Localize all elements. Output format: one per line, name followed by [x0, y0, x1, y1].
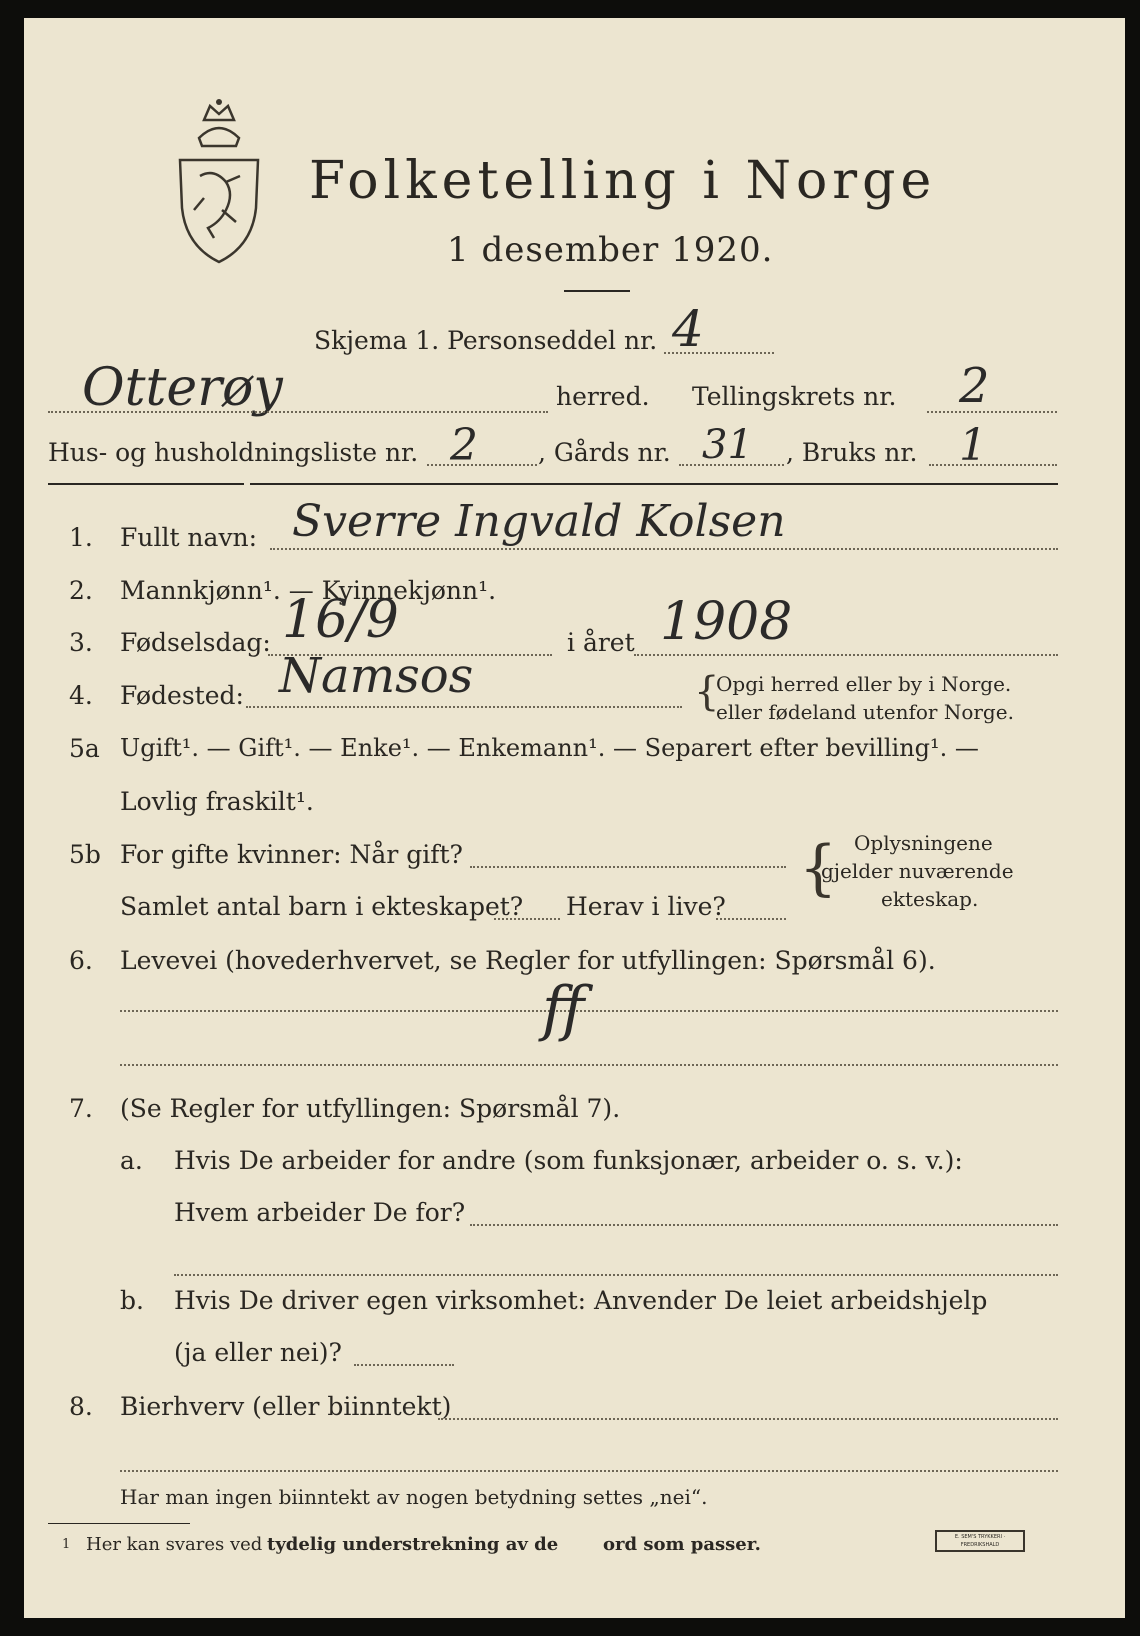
printer-stamp-text: E. SEM'S TRYKKERI · FREDRIKSHALD — [954, 1534, 1006, 1548]
herred-label: herred. — [556, 382, 650, 411]
footnote-mark: 1 — [62, 1537, 71, 1552]
q4-note-line2: eller fødeland utenfor Norge. — [716, 700, 1014, 724]
printer-stamp — [935, 1530, 1025, 1552]
q1-value[interactable]: Sverre Ingvald Kolsen — [292, 496, 786, 547]
q5b-line3 — [716, 918, 786, 920]
q7a-line-answer2 — [174, 1274, 1058, 1276]
q4-value[interactable]: Namsos — [279, 648, 474, 704]
title-divider — [564, 290, 630, 292]
q5b-label3: Herav i live? — [566, 892, 726, 921]
q1-line — [270, 548, 1058, 550]
q7a-line-answer1 — [470, 1224, 1058, 1226]
q7-number: 7. — [69, 1094, 93, 1123]
header-divider-left — [48, 483, 244, 485]
q1-number: 1. — [69, 523, 93, 552]
q5b-note2: gjelder nuværende — [821, 859, 1014, 883]
q3-label: Fødselsdag: — [120, 628, 271, 657]
herred-line — [48, 411, 548, 413]
footnote-text-c: ord som passer. — [603, 1534, 761, 1555]
q1-label: Fullt navn: — [120, 523, 258, 552]
q4-number: 4. — [69, 681, 93, 710]
bruks-label: , Bruks nr. — [786, 438, 918, 467]
q5b-note3: ekteskap. — [881, 887, 979, 911]
q6-label: Levevei (hovederhvervet, se Regler for utfyllingen: Spørsmål 6). — [120, 946, 936, 975]
skjema-value[interactable]: 4 — [672, 300, 704, 358]
q5b-note1: Oplysningene — [854, 831, 993, 855]
q5b-brace: { — [799, 833, 838, 903]
gards-label: , Gårds nr. — [538, 438, 671, 467]
form-title: Folketelling i Norge — [309, 151, 937, 211]
q5b-label1: For gifte kvinner: Når gift? — [120, 840, 463, 869]
q7b-letter: b. — [120, 1286, 144, 1315]
q5a-line1: Ugift¹. — Gift¹. — Enke¹. — Enkemann¹. — Separert efter bevilling¹. — — [120, 734, 979, 762]
q4-brace: { — [694, 669, 720, 715]
q7b-line-answer — [354, 1364, 454, 1366]
q7a-line1: Hvis De arbeider for andre (som funksjonær, arbeider o. s. v.): — [174, 1146, 963, 1175]
footnote-text-a: Her kan svares ved — [86, 1534, 263, 1555]
footnote-text-b: tydelig understrekning av de — [267, 1534, 559, 1555]
q8-note: Har man ingen biinntekt av nogen betydning settes „nei“. — [120, 1485, 708, 1509]
q5b-number: 5b — [69, 840, 101, 869]
q8-line1 — [438, 1418, 1058, 1420]
hus-label: Hus- og husholdningsliste nr. — [48, 438, 419, 467]
q7a-line2: Hvem arbeider De for? — [174, 1198, 466, 1227]
skjema-label: Skjema 1. Personseddel nr. — [314, 326, 658, 355]
header-divider-right — [250, 483, 1058, 485]
q3-number: 3. — [69, 628, 93, 657]
footnote-divider — [48, 1523, 190, 1524]
q6-value[interactable]: ff — [542, 974, 585, 1044]
q8-line2 — [120, 1470, 1058, 1472]
coat-of-arms-icon — [174, 98, 264, 268]
q7b-line1: Hvis De driver egen virksomhet: Anvender De leiet arbeidshjelp — [174, 1286, 988, 1315]
q5a-line2: Lovlig fraskilt¹. — [120, 787, 314, 816]
q4-line — [246, 706, 682, 708]
census-form-sheet — [24, 18, 1125, 1618]
herred-value[interactable]: Otterøy — [82, 358, 283, 418]
q4-note-line1: Opgi herred eller by i Norge. — [716, 672, 1012, 696]
form-date: 1 desember 1920. — [447, 230, 774, 270]
q4-label: Fødested: — [120, 681, 244, 710]
q7b-line2: (ja eller nei)? — [174, 1338, 342, 1367]
gards-value[interactable]: 31 — [702, 422, 753, 468]
q3-year-value[interactable]: 1908 — [660, 592, 793, 652]
q3-year-line — [634, 654, 1058, 656]
tellingskrets-line — [927, 411, 1057, 413]
q2-number: 2. — [69, 576, 93, 605]
bruks-value[interactable]: 1 — [959, 420, 987, 471]
q6-line1 — [120, 1010, 1058, 1012]
q7-label: (Se Regler for utfyllingen: Spørsmål 7). — [120, 1094, 621, 1123]
q5b-line1 — [470, 866, 786, 868]
q2-label: Mannkjønn¹. — Kyinnekjønn¹. — [120, 576, 497, 605]
q5a-number: 5a — [69, 734, 100, 763]
hus-value[interactable]: 2 — [450, 420, 478, 471]
tellingskrets-label: Tellingskrets nr. — [692, 382, 897, 411]
q6-number: 6. — [69, 946, 93, 975]
bruks-line — [929, 464, 1057, 466]
q5b-line2 — [494, 918, 560, 920]
hus-line — [427, 464, 537, 466]
q7a-letter: a. — [120, 1146, 143, 1175]
q3-value[interactable]: 16/9 — [282, 590, 399, 650]
tellingskrets-value[interactable]: 2 — [959, 358, 990, 414]
q8-number: 8. — [69, 1392, 93, 1421]
q6-line2 — [120, 1064, 1058, 1066]
q3-year-label: i året — [567, 628, 635, 657]
q8-label: Bierhverv (eller biinntekt) — [120, 1392, 452, 1421]
q5b-label2: Samlet antal barn i ekteskapet? — [120, 892, 524, 921]
